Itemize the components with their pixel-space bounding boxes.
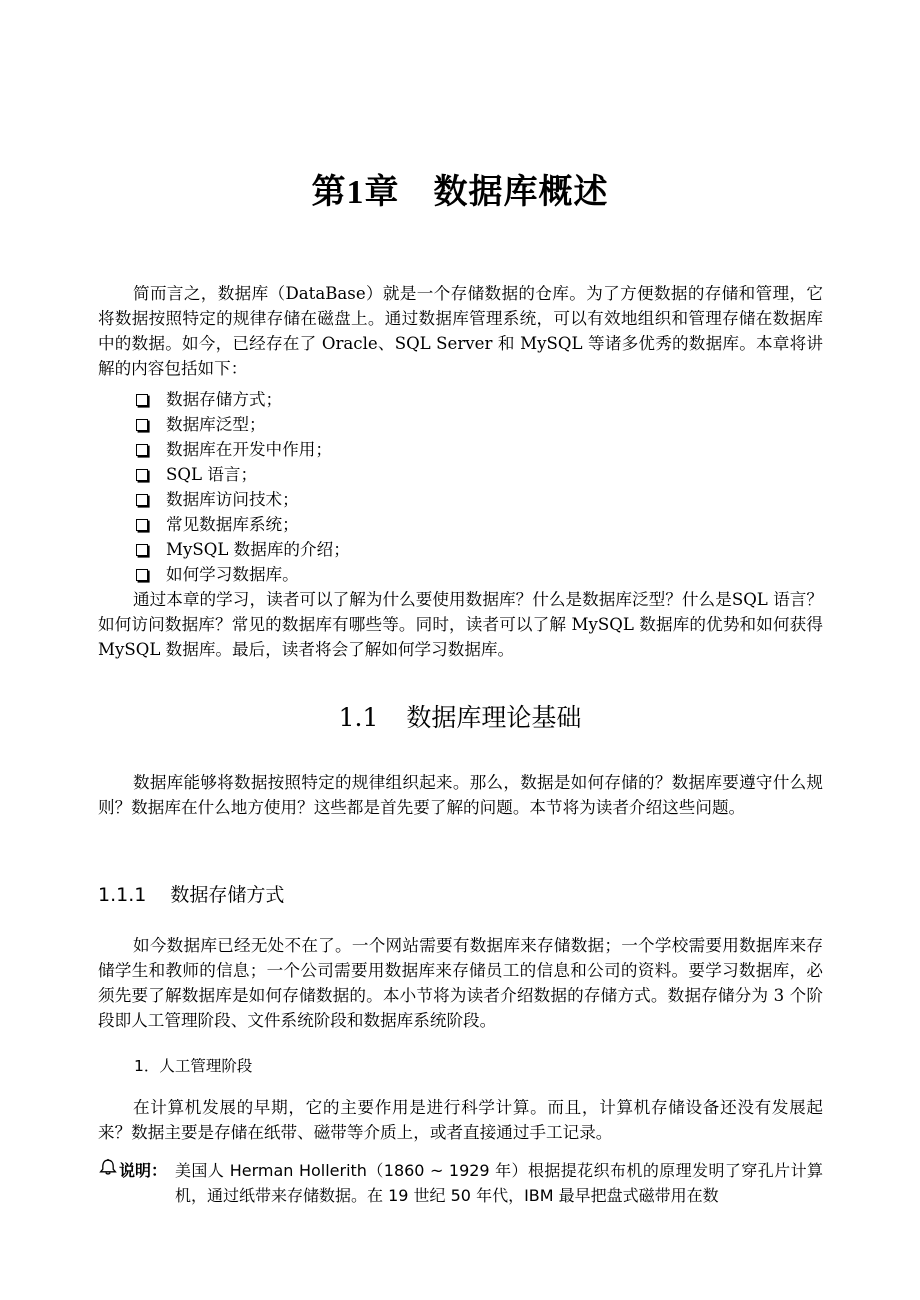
checkbox-bullet-icon xyxy=(136,544,148,556)
list-item xyxy=(134,387,350,412)
checkbox-bullet-icon xyxy=(136,469,148,481)
checkbox-bullet-icon xyxy=(136,394,148,406)
list-item-text: 数据库泛型； xyxy=(166,415,266,434)
subsection-number: 1.1.1 xyxy=(98,884,147,906)
chapter-heading: 数据库概述 xyxy=(433,172,609,212)
checkbox-bullet-icon xyxy=(136,419,148,431)
list-item-text: 数据库在开发中作用； xyxy=(166,440,332,459)
stage-paragraph: 在计算机发展的早期，它的主要作用是进行科学计算。而且，计算机存储设备还没有发展起来？数据主要是存储在纸带、磁带等介质上，或者直接通过手工记录。 xyxy=(98,1098,823,1142)
list-item xyxy=(134,487,350,512)
subsection-title xyxy=(98,880,284,907)
chapter-prefix: 第 xyxy=(311,172,347,212)
list-item xyxy=(134,537,350,562)
stage-title: 1．人工管理阶段 xyxy=(134,1057,253,1075)
list-item-text: 数据库访问技术； xyxy=(166,490,299,509)
intro-bullet-list xyxy=(134,387,350,587)
subsection-paragraph: 如今数据库已经无处不在了。一个网站需要有数据库来存储数据；一个学校需要用数据库来存储学生和教师的信息；一个公司需要用数据库来存储员工的信息和公司的资料。要学习数据库，必须先要了解数据库是如何存储数据的。本小节将为读者介绍数据的存储方式。数据存储分为 3 个阶段即人工管理阶段、文件系统阶段和数据库系统阶段。 xyxy=(98,936,823,1030)
list-item xyxy=(134,562,350,587)
list-item xyxy=(134,512,350,537)
bell-icon xyxy=(98,1158,118,1183)
list-item-text: SQL 语言； xyxy=(166,465,258,484)
list-item xyxy=(134,437,350,462)
list-item-text: MySQL 数据库的介绍； xyxy=(166,540,350,559)
note-label: 说明： xyxy=(119,1161,168,1180)
note-label-group xyxy=(98,1158,167,1183)
checkbox-bullet-icon xyxy=(136,444,148,456)
section-paragraph: 数据库能够将数据按照特定的规律组织起来。那么，数据是如何存储的？数据库要遵守什么规则？数据库在什么地方使用？这些都是首先要了解的问题。本节将为读者介绍这些问题。 xyxy=(98,773,823,817)
intro-closing-paragraph: 通过本章的学习，读者可以了解为什么要使用数据库？什么是数据库泛型？什么是SQL 语言？如何访问数据库？常见的数据库有哪些等。同时，读者可以了解 MySQL 数据库的优势和如何获得 MySQL 数据库。最后，读者将会了解如何学习数据库。 xyxy=(98,590,823,659)
intro-paragraph: 简而言之，数据库（DataBase）就是一个存储数据的仓库。为了方便数据的存储和管理，它将数据按照特定的规律存储在磁盘上。通过数据库管理系统，可以有效地组织和管理存储在数据库中的数据。如今，已经存在了 Oracle、SQL Server 和 MySQL 等诸多优秀的数据库。本章将讲解的内容包括如下： xyxy=(98,284,823,378)
checkbox-bullet-icon xyxy=(136,494,148,506)
list-item-text: 常见数据库系统； xyxy=(166,515,299,534)
list-item xyxy=(134,462,350,487)
section-heading: 数据库理论基础 xyxy=(406,703,582,732)
list-item xyxy=(134,412,350,437)
chapter-number: 1 xyxy=(346,174,365,211)
subsection-heading: 数据存储方式 xyxy=(170,884,285,906)
list-item-text: 数据存储方式； xyxy=(166,390,283,409)
note-text: 美国人 Herman Hollerith（1860 ~ 1929 年）根据提花织布机的原理发明了穿孔片计算机，通过纸带来存储数据。在 19 世纪 50 年代，IBM 最早把盘式磁带用在数 xyxy=(175,1161,823,1205)
section-title xyxy=(0,698,920,734)
list-item-text: 如何学习数据库。 xyxy=(166,565,299,584)
chapter-title xyxy=(0,164,920,213)
chapter-suffix: 章 xyxy=(364,172,400,212)
checkbox-bullet-icon xyxy=(136,519,148,531)
section-number: 1.1 xyxy=(338,703,379,732)
checkbox-bullet-icon xyxy=(136,569,148,581)
